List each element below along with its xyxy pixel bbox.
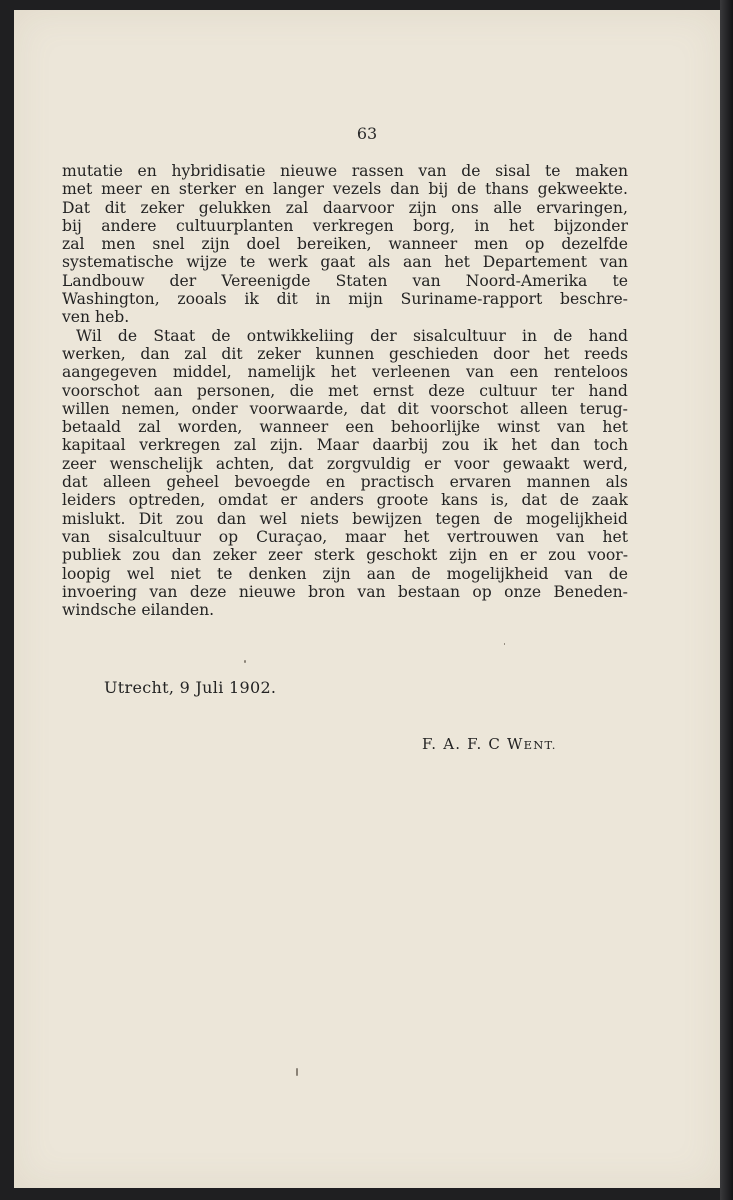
text-line: zal men snel zijn doel bereiken, wanneer men op dezelfde bbox=[62, 235, 628, 254]
paper-speck bbox=[504, 643, 505, 645]
page-number: 63 bbox=[356, 124, 378, 143]
text-line: ven heb. bbox=[62, 308, 130, 327]
text-line: kapitaal verkregen zal zijn. Maar daarbij zou ik het dan toch bbox=[62, 436, 628, 455]
text-line: werken, dan zal dit zeker kunnen geschieden door het reeds bbox=[62, 344, 628, 363]
text-line: publiek zou dan zeker zeer sterk geschokt zijn en er zou voor- bbox=[62, 546, 628, 565]
text-line: zeer wenschelijk achten, dat zorgvuldig er voor gewaakt werd, bbox=[62, 454, 628, 473]
text-line: Washington, zooals ik dit in mijn Suriname-rapport beschre- bbox=[62, 290, 628, 309]
body-text bbox=[62, 162, 628, 619]
signature bbox=[422, 735, 557, 753]
text-line: windsche eilanden. bbox=[62, 601, 215, 620]
text-line: mislukt. Dit zou dan wel niets bewijzen tegen de mogelijkheid bbox=[62, 509, 628, 528]
text-line: dat alleen geheel bevoegde en practisch ervaren mannen als bbox=[62, 473, 628, 492]
text-line: van sisalcultuur op Curaçao, maar het vertrouwen van het bbox=[62, 527, 628, 546]
scan-edge bbox=[720, 0, 733, 1200]
book-page bbox=[14, 10, 720, 1188]
text-line: loopig wel niet te denken zijn aan de mogelijkheid van de bbox=[62, 564, 628, 583]
text-line: mutatie en hybridisatie nieuwe rassen van de sisal te maken bbox=[62, 162, 628, 180]
text-line: leiders optreden, omdat er anders groote kans is, dat de zaak bbox=[62, 491, 628, 510]
text-line: voorschot aan personen, die met ernst deze cultuur ter hand bbox=[62, 381, 628, 400]
signature-surname-initial: W bbox=[507, 735, 524, 753]
text-line: met meer en sterker en langer vezels dan bij de thans gekweekte. bbox=[62, 180, 628, 199]
text-line: systematische wijze te werk gaat als aan het Departement van bbox=[62, 253, 628, 272]
text-line: bij andere cultuurplanten verkregen borg, in het bijzonder bbox=[62, 216, 628, 235]
text-line: betaald zal worden, wanneer een behoorlijke winst van het bbox=[62, 418, 628, 437]
place-date: Utrecht, 9 Juli 1902. bbox=[104, 678, 277, 697]
signature-surname-rest: ENT. bbox=[523, 738, 557, 752]
text-line: Dat dit zeker gelukken zal daarvoor zijn ons alle ervaringen, bbox=[62, 198, 628, 217]
text-line: Landbouw der Vereenigde Staten van Noord-Amerika te bbox=[62, 271, 628, 290]
text-line: invoering van deze nieuwe bron van bestaan op onze Beneden- bbox=[62, 582, 628, 601]
paper-speck bbox=[244, 660, 246, 663]
text-line: Wil de Staat de ontwikkeliing der sisalcultuur in de hand bbox=[76, 326, 628, 345]
text-line: aangegeven middel, namelijk het verleenen van een renteloos bbox=[62, 363, 628, 382]
text-line: willen nemen, onder voorwaarde, dat dit voorschot alleen terug- bbox=[62, 399, 628, 418]
paper-speck bbox=[296, 1068, 298, 1076]
signature-initials: F. A. F. C bbox=[422, 735, 502, 753]
